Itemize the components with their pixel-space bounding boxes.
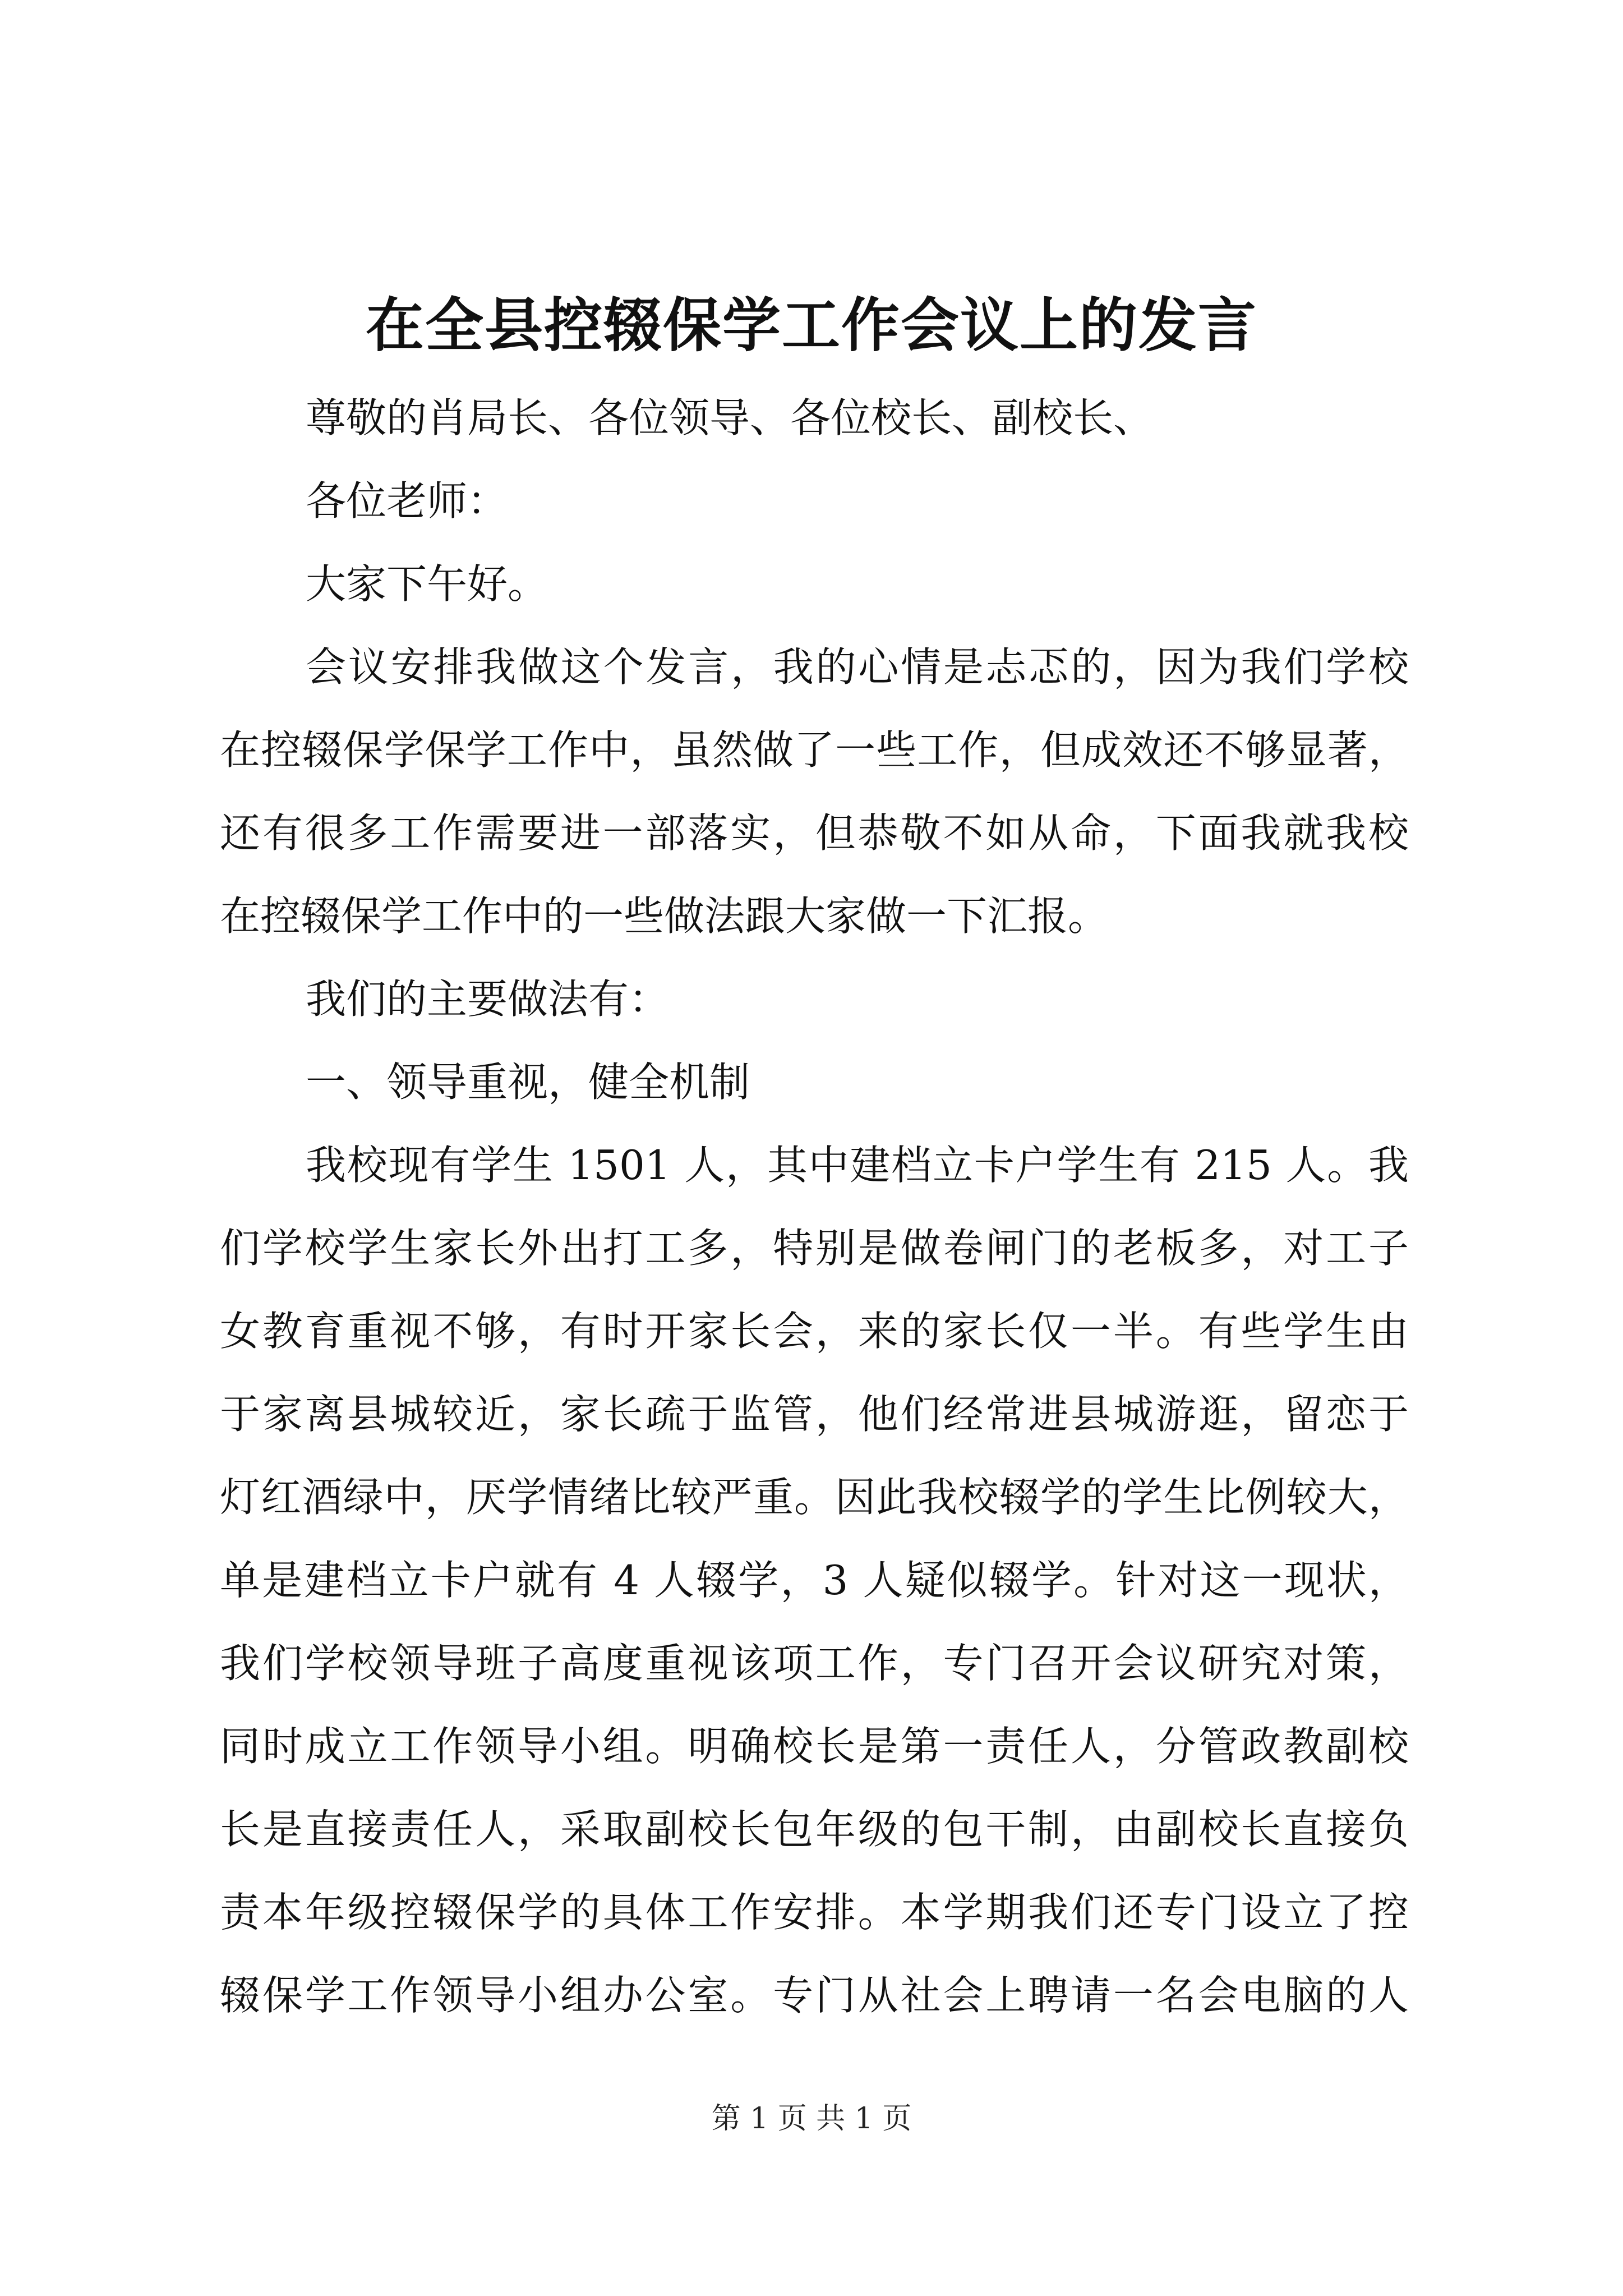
salutation-line: 各位老师： (306, 477, 508, 524)
paragraph-line: 在控辍保学保学工作中，虽然做了一些工作，但成效还不够显著， (220, 726, 1409, 774)
paragraph-line: 会议安排我做这个发言，我的心情是忐忑的，因为我们学校 (306, 643, 1409, 691)
salutation-line: 尊敬的肖局长、各位领导、各位校长、副校长、 (306, 394, 1154, 441)
section-heading: 一、领导重视，健全机制 (306, 1059, 750, 1106)
paragraph-line: 于家离县城较近，家长疏于监管，他们经常进县城游逛，留恋于 (220, 1391, 1409, 1438)
paragraph-line: 还有很多工作需要进一部落实，但恭敬不如从命，下面我就我校 (220, 809, 1409, 857)
page-footer: 第 1 页 共 1 页 (711, 2102, 912, 2136)
paragraph-line: 女教育重视不够，有时开家长会，来的家长仅一半。有些学生由 (220, 1308, 1409, 1355)
paragraph-line: 灯红酒绿中，厌学情绪比较严重。因此我校辍学的学生比例较大， (220, 1474, 1409, 1521)
paragraph-line: 责本年级控辍保学的具体工作安排。本学期我们还专门设立了控 (220, 1889, 1409, 1936)
paragraph-line: 我们的主要做法有： (306, 976, 670, 1023)
greeting-line: 大家下午好。 (306, 560, 548, 608)
paragraph-line: 我们学校领导班子高度重视该项工作，专门召开会议研究对策， (220, 1640, 1409, 1687)
paragraph-line: 们学校学生家长外出打工多，特别是做卷闸门的老板多，对工子 (220, 1225, 1409, 1272)
paragraph-line: 单是建档立卡户就有 4 人辍学，3 人疑似辍学。针对这一现状， (220, 1557, 1409, 1604)
paragraph-line: 我校现有学生 1501 人，其中建档立卡户学生有 215 人。我 (306, 1142, 1409, 1189)
paragraph-line: 长是直接责任人，采取副校长包年级的包干制，由副校长直接负 (220, 1806, 1409, 1853)
document-title: 在全县控辍保学工作会议上的发言 (365, 291, 1257, 360)
paragraph-line: 同时成立工作领导小组。明确校长是第一责任人，分管政教副校 (220, 1723, 1409, 1770)
paragraph-line: 在控辍保学工作中的一些做法跟大家做一下汇报。 (220, 892, 1109, 940)
paragraph-line: 辍保学工作领导小组办公室。专门从社会上聘请一名会电脑的人 (220, 1972, 1409, 2019)
